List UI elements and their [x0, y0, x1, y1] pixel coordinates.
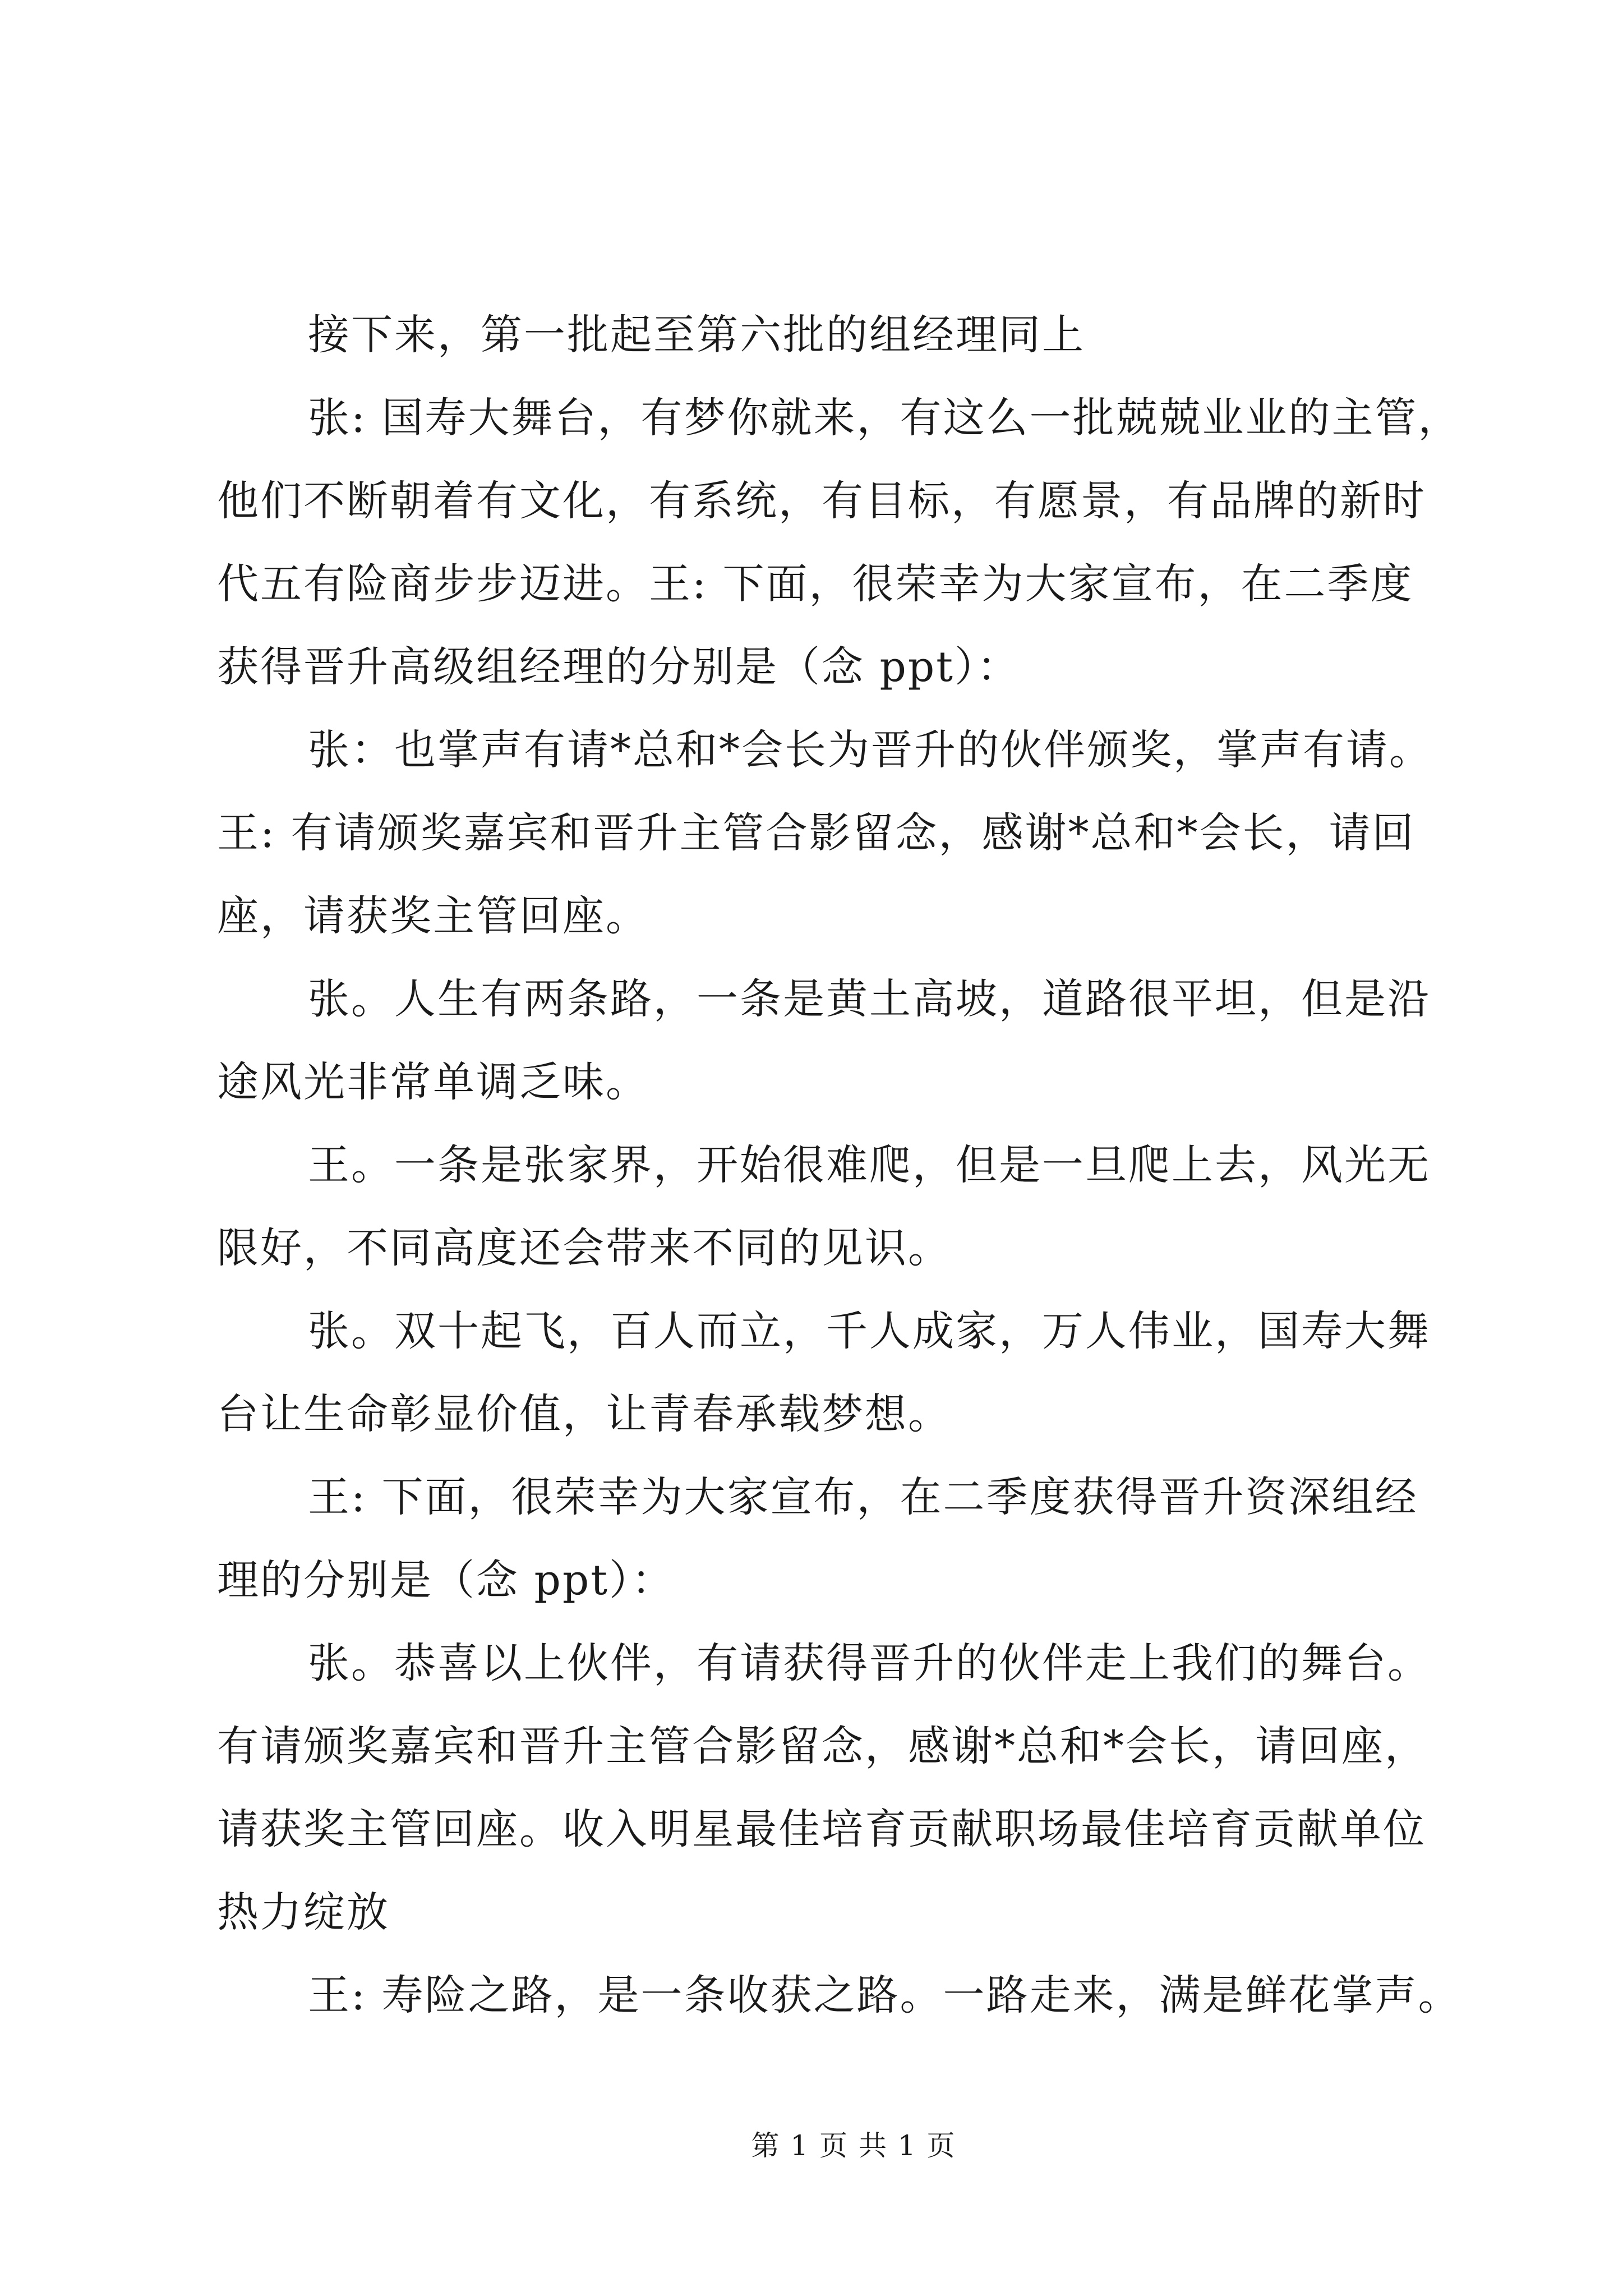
paragraph	[217, 1954, 1461, 2037]
paragraph	[217, 1622, 1440, 1954]
paragraph	[217, 708, 1440, 958]
text-line: 张。恭喜以上伙伴，有请获得晋升的伙伴走上我们的舞台。	[308, 1639, 1431, 1687]
text-line: 代五有险商步步迈进。王: 下面，很荣幸为大家宣布，在二季度	[217, 560, 1414, 608]
paragraph	[217, 1124, 1440, 1290]
text-line: 张。人生有两条路，一条是黄土高坡，道路很平坦，但是沿	[308, 975, 1431, 1023]
text-line: 限好，不同高度还会带来不同的见识。	[217, 1224, 951, 1272]
text-line: 座，请获奖主管回座。	[217, 892, 649, 940]
page-number-footer: 第 1 页 共 1 页	[751, 2129, 956, 2162]
paragraph	[217, 293, 1440, 376]
text-line: 张。双十起飞，百人而立，千人成家，万人伟业，国寿大舞	[308, 1307, 1431, 1355]
paragraph	[217, 376, 1461, 708]
text-line: 王: 寿险之路，是一条收获之路。一路走来，满是鲜花掌声。	[308, 1971, 1461, 2019]
text-line: 获得晋升高级组经理的分别是（念 ppt）：	[217, 643, 1020, 691]
text-line: 张: 国寿大舞台，有梦你就来，有这么一批兢兢业业的主管，	[308, 394, 1461, 442]
text-line: 他们不断朝着有文化，有系统，有目标，有愿景，有品牌的新时	[217, 477, 1426, 525]
document-body	[217, 293, 1461, 2037]
text-line: 途风光非常单调乏味。	[217, 1058, 649, 1106]
text-line: 理的分别是（念 ppt）：	[217, 1556, 675, 1604]
text-line: 有请颁奖嘉宾和晋升主管合影留念，感谢*总和*会长，请回座，	[217, 1722, 1428, 1770]
text-line: 热力绽放	[217, 1888, 390, 1936]
text-line: 王: 有请颁奖嘉宾和晋升主管合影留念，感谢*总和*会长，请回	[217, 809, 1415, 857]
text-line: 王。一条是张家界，开始很难爬，但是一旦爬上去，风光无	[308, 1141, 1431, 1189]
text-line: 台让生命彰显价值，让青春承载梦想。	[217, 1390, 951, 1438]
text-line: 王: 下面，很荣幸为大家宣布，在二季度获得晋升资深组经	[308, 1473, 1418, 1521]
text-line: 接下来，第一批起至第六批的组经理同上	[308, 311, 1085, 359]
text-line: 张：也掌声有请*总和*会长为晋升的伙伴颁奖，掌声有请。	[308, 726, 1432, 774]
text-line: 请获奖主管回座。收入明星最佳培育贡献职场最佳培育贡献单位	[217, 1805, 1426, 1853]
paragraph	[217, 1290, 1440, 1456]
paragraph	[217, 1456, 1440, 1622]
paragraph	[217, 958, 1440, 1124]
